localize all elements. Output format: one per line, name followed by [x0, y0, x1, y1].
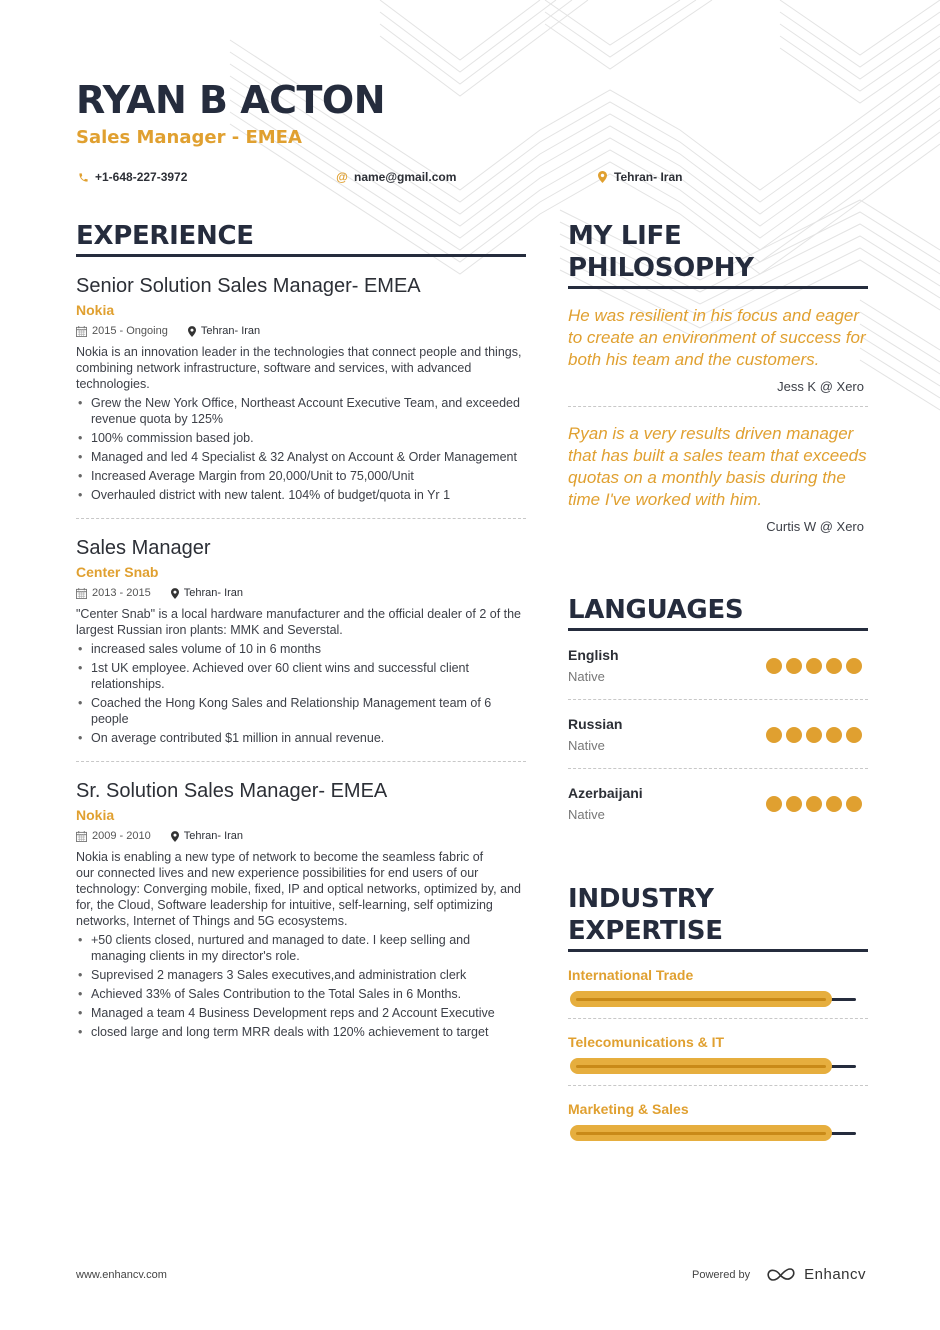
languages-heading: LANGUAGES: [568, 594, 868, 631]
job-meta: [76, 828, 526, 844]
dot-icon: [786, 796, 802, 812]
powered-by: [692, 1266, 866, 1283]
at-icon: @: [336, 170, 348, 184]
expertise-bar: [568, 1124, 858, 1142]
job-location: Tehran- Iran: [171, 585, 243, 601]
job-dates: 2013 - 2015: [76, 585, 151, 601]
dot-icon: [766, 658, 782, 674]
bullet-item: • increased sales volume of 10 in 6 months: [76, 641, 526, 657]
email-text: name@gmail.com: [354, 170, 457, 184]
dot-icon: [786, 727, 802, 743]
dot-icon: [846, 727, 862, 743]
company-name: Nokia: [76, 807, 115, 823]
job-bullets: [76, 395, 526, 503]
location-pin-icon: [188, 326, 196, 337]
language-level: Native: [568, 807, 605, 822]
dot-icon: [826, 658, 842, 674]
phone-icon: [76, 172, 90, 183]
job-description: Nokia is enabling a new type of network to become the seamless fabric of our connected lives and new experience possibilities for end users of our technology: Converging mobile, fixed, IP and optical networks, optimized by, and for, the Cloud, Software leadership for intuitive, self-learning, self optimizing networks, Internet of Things and 5G ecosystems.: [76, 850, 521, 928]
job-description: "Center Snab" is a local hardware manufacturer and the official dealer of 2 of the largest Russian iron plants: MMK and Severstal.: [76, 607, 522, 637]
language-name: Russian: [568, 716, 623, 732]
expertise-section: [568, 883, 868, 1152]
expertise-label: International Trade: [568, 967, 694, 983]
calendar-icon: [76, 831, 87, 842]
language-item: [568, 700, 868, 769]
expertise-label: Telecomunications & IT: [568, 1034, 725, 1050]
bullet-item: • Coached the Hong Kong Sales and Relationship Management team of 6 people: [76, 695, 526, 727]
calendar-icon: [76, 326, 87, 337]
language-name: English: [568, 647, 619, 663]
job-meta: [76, 585, 526, 601]
location-text: Tehran- Iran: [614, 170, 683, 184]
proficiency-dots: [766, 796, 862, 812]
dot-icon: [826, 727, 842, 743]
location-pin-icon: [171, 831, 179, 842]
job-dates: 2009 - 2010: [76, 828, 151, 844]
languages-section: [568, 594, 868, 837]
bullet-item: • +50 clients closed, nurtured and managed to date. I keep selling and managing clients in my director's role.: [76, 932, 526, 964]
quote-text: He was resilient in his focus and eager to create an environment of success for both his team and the customers.: [568, 306, 866, 369]
expertise-bar: [568, 990, 858, 1008]
footer: [76, 1266, 866, 1283]
quote-author: Jess K @ Xero: [777, 379, 864, 394]
contact-phone[interactable]: [76, 170, 187, 184]
job-location: Tehran- Iran: [188, 323, 260, 339]
experience-heading: EXPERIENCE: [76, 220, 526, 257]
dot-icon: [846, 796, 862, 812]
language-item: [568, 769, 868, 837]
bullet-item: • Managed and led 4 Specialist & 32 Analyst on Account & Order Management: [76, 449, 526, 465]
powered-by-label: Powered by: [692, 1268, 751, 1281]
expertise-item: [568, 952, 868, 1019]
contact-bar: [76, 170, 876, 188]
quote-author: Curtis W @ Xero: [766, 519, 864, 534]
enhancv-logo-icon: [766, 1267, 798, 1283]
quote-entry: [568, 407, 868, 546]
location-pin-icon: [171, 588, 179, 599]
language-item: [568, 631, 868, 700]
job-entry: [76, 762, 526, 1055]
bullet-item: • Achieved 33% of Sales Contribution to the Total Sales in 6 Months.: [76, 986, 526, 1002]
proficiency-dots: [766, 727, 862, 743]
calendar-icon: [76, 588, 87, 599]
bullet-item: • Managed a team 4 Business Development reps and 2 Account Executive: [76, 1005, 526, 1021]
dot-icon: [766, 727, 782, 743]
bullet-item: • closed large and long term MRR deals with 120% achievement to target: [76, 1024, 526, 1040]
bullet-item: • Increased Average Margin from 20,000/Unit to 75,000/Unit: [76, 468, 526, 484]
job-description: Nokia is an innovation leader in the technologies that connect people and things, combining network infrastructure, software and services, with advanced technologies.: [76, 345, 522, 391]
job-meta: [76, 323, 526, 339]
job-dates: 2015 - Ongoing: [76, 323, 168, 339]
job-bullets: [76, 641, 526, 746]
quote-entry: [568, 289, 868, 407]
philosophy-heading: MY LIFE PHILOSOPHY: [568, 220, 868, 289]
expertise-item: [568, 1019, 868, 1086]
company-name: Center Snab: [76, 564, 159, 580]
dot-icon: [786, 658, 802, 674]
job-location: Tehran- Iran: [171, 828, 243, 844]
location-pin-icon: [595, 171, 609, 183]
job-title: Senior Solution Sales Manager- EMEA: [76, 275, 421, 297]
job-entry: [76, 257, 526, 519]
bullet-item: • Overhauled district with new talent. 104% of budget/quota in Yr 1: [76, 487, 526, 503]
language-name: Azerbaijani: [568, 785, 643, 801]
phone-text: +1-648-227-3972: [95, 170, 188, 184]
dot-icon: [766, 796, 782, 812]
resume-header: [76, 78, 385, 150]
left-column: [76, 220, 526, 1055]
job-entry: [76, 519, 526, 762]
candidate-title: Sales Manager - EMEA: [76, 127, 302, 148]
company-name: Nokia: [76, 302, 115, 318]
dot-icon: [846, 658, 862, 674]
job-bullets: [76, 932, 526, 1040]
dot-icon: [806, 727, 822, 743]
candidate-name: RYAN B ACTON: [76, 78, 386, 122]
dot-icon: [826, 796, 842, 812]
bullet-item: • Grew the New York Office, Northeast Account Executive Team, and exceeded revenue quota by 125%: [76, 395, 526, 427]
expertise-heading: INDUSTRY EXPERTISE: [568, 883, 868, 952]
quote-text: Ryan is a very results driven manager that has built a sales team that exceeds quotas on a monthly basis during the time I've worked with him.: [568, 424, 867, 509]
bullet-item: • 100% commission based job.: [76, 430, 526, 446]
contact-location: [595, 170, 682, 184]
enhancv-logo[interactable]: Enhancv: [766, 1266, 866, 1283]
dot-icon: [806, 658, 822, 674]
footer-website-link[interactable]: www.enhancv.com: [76, 1268, 167, 1281]
language-level: Native: [568, 669, 605, 684]
expertise-bar: [568, 1057, 858, 1075]
bullet-item: • On average contributed $1 million in annual revenue.: [76, 730, 526, 746]
proficiency-dots: [766, 658, 862, 674]
expertise-label: Marketing & Sales: [568, 1101, 689, 1117]
language-level: Native: [568, 738, 605, 753]
contact-email[interactable]: [335, 170, 456, 184]
bullet-item: • Suprevised 2 managers 3 Sales executives,and administration clerk: [76, 967, 526, 983]
job-title: Sales Manager: [76, 537, 211, 559]
expertise-item: [568, 1086, 868, 1152]
right-column: [568, 220, 868, 1152]
job-title: Sr. Solution Sales Manager- EMEA: [76, 780, 388, 802]
dot-icon: [806, 796, 822, 812]
bullet-item: • 1st UK employee. Achieved over 60 client wins and successful client relationships.: [76, 660, 526, 692]
